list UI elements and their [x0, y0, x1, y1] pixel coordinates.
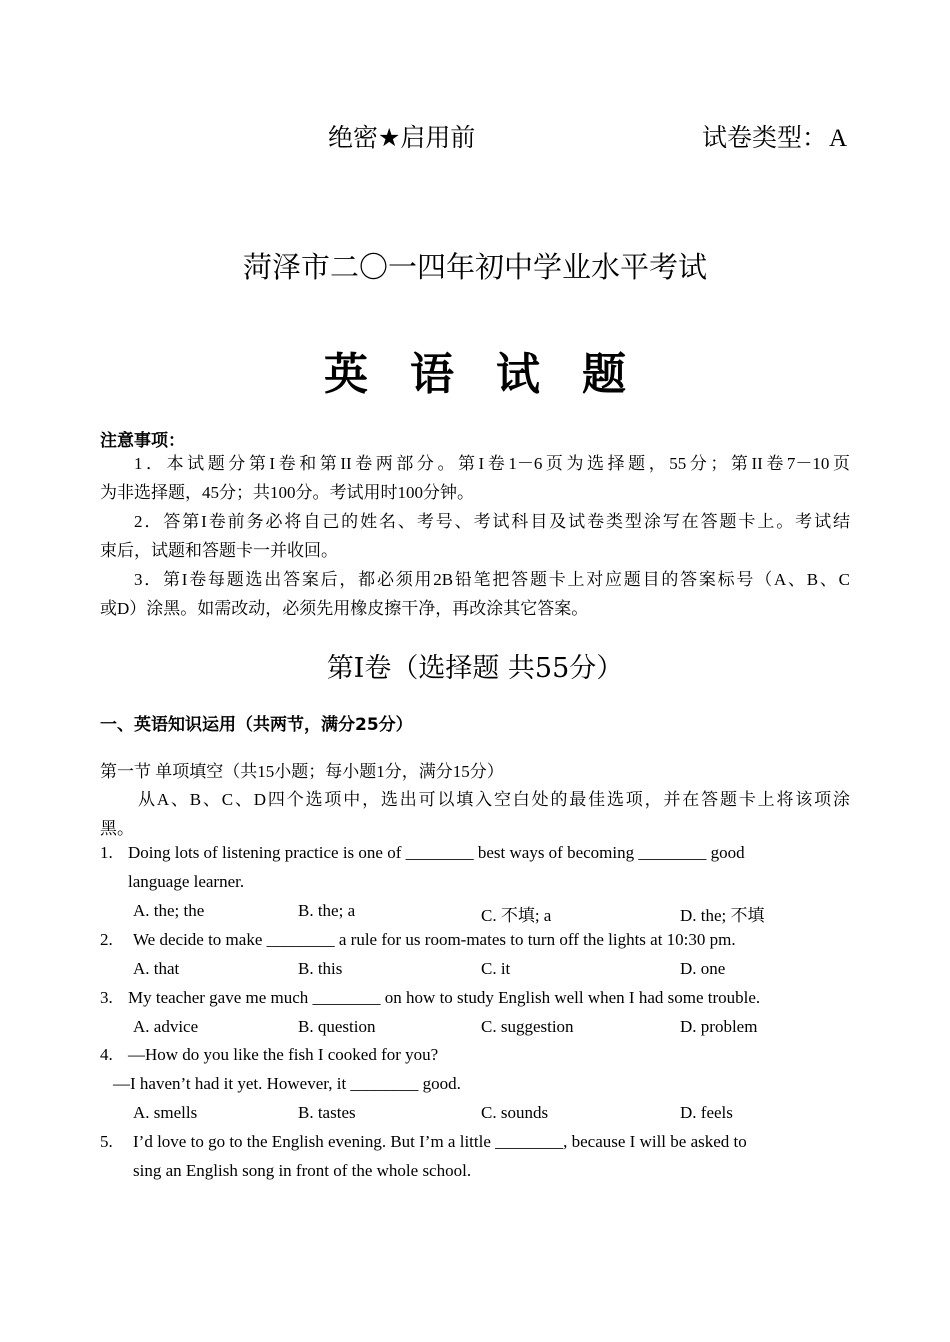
- notice-item-3: [100, 565, 850, 623]
- question-4-option-c: C. sounds: [481, 1103, 549, 1122]
- section-title: 一、英语知识运用（共两节，满分25分）: [100, 715, 413, 735]
- notice-item-2-line-1: 2．答第I卷前务必将自己的姓名、考号、考试科目及试卷类型涂写在答题卡上。考试结: [134, 512, 850, 531]
- instructions-line-2: 黑。: [100, 819, 134, 838]
- notice-item-2: [100, 507, 850, 565]
- exam-title: 菏泽市二〇一四年初中学业水平考试: [242, 250, 707, 284]
- question-3-option-b: B. question: [298, 1017, 376, 1036]
- subject-title: 英语试题: [324, 349, 668, 400]
- question-5-number: 5.: [100, 1132, 113, 1151]
- instructions-line-1: 从A、B、C、D四个选项中，选出可以填入空白处的最佳选项，并在答题卡上将该项涂: [138, 790, 850, 809]
- question-4-number: 4.: [100, 1045, 113, 1064]
- question-2-line-1: We decide to make ________ a rule for us room-mates to turn off the lights at 10:30 pm.: [133, 930, 736, 949]
- question-1-option-b: B. the; a: [298, 901, 356, 920]
- notice-item-1-line-1: 1．本试题分第I卷和第II卷两部分。第I卷1－6页为选择题，55分；第II卷7－10页: [134, 454, 850, 473]
- question-1-option-d: D. the; 不填: [680, 906, 765, 925]
- question-1-line-2: language learner.: [128, 872, 245, 891]
- question-1-option-a: A. the; the: [133, 901, 205, 920]
- question-1-option-c: C. 不填; a: [481, 906, 552, 925]
- notice-title: 注意事项：: [100, 431, 185, 451]
- subsection-title: 第一节 单项填空（共15小题；每小题1分，满分15分）: [100, 762, 504, 781]
- notice-item-2-line-2: 束后，试题和答题卡一并收回。: [100, 541, 338, 560]
- question-4-line-1: —How do you like the fish I cooked for you?: [128, 1045, 439, 1064]
- paper-type-value: A: [829, 125, 848, 152]
- notice-item-1-line-2: 为非选择题，45分；共100分。考试用时100分钟。: [100, 483, 474, 502]
- notice-item-3-line-1: 3．第I卷每题选出答案后，都必须用2B铅笔把答题卡上对应题目的答案标号（A、B、C: [134, 570, 850, 589]
- paper-type: [702, 118, 847, 154]
- question-5-line-2: sing an English song in front of the whole school.: [133, 1161, 472, 1180]
- question-1-line-1: Doing lots of listening practice is one of ________ best ways of becoming ________ good: [128, 843, 745, 862]
- question-3-option-d: D. problem: [680, 1017, 758, 1036]
- question-3-line-1: My teacher gave me much ________ on how to study English well when I had some trouble.: [128, 988, 761, 1007]
- question-3-number: 3.: [100, 988, 113, 1007]
- question-4-option-d: D. feels: [680, 1103, 733, 1122]
- question-3-option-a: A. advice: [133, 1017, 199, 1036]
- question-4-option-a: A. smells: [133, 1103, 198, 1122]
- secret-label: 绝密★启用前: [328, 123, 476, 152]
- part-title: 第I卷（选择题 共55分）: [326, 653, 624, 684]
- question-1-number: 1.: [100, 843, 113, 862]
- question-5-line-1: I’d love to go to the English evening. But I’m a little ________, because I will be asked to: [133, 1132, 747, 1151]
- question-4-option-b: B. tastes: [298, 1103, 356, 1122]
- question-2-option-c: C. it: [481, 959, 511, 978]
- question-4-line-2: —I haven’t had it yet. However, it ________ good.: [113, 1074, 461, 1093]
- question-2-number: 2.: [100, 930, 113, 949]
- question-3-option-c: C. suggestion: [481, 1017, 574, 1036]
- question-2-option-b: B. this: [298, 959, 343, 978]
- question-2-option-a: A. that: [133, 959, 180, 978]
- question-2-option-d: D. one: [680, 959, 726, 978]
- notice-item-3-line-2: 或D）涂黑。如需改动，必须先用橡皮擦干净，再改涂其它答案。: [100, 599, 589, 618]
- paper-type-label: 试卷类型：: [702, 123, 828, 152]
- notice-item-1: [100, 449, 850, 507]
- instructions: [100, 785, 850, 843]
